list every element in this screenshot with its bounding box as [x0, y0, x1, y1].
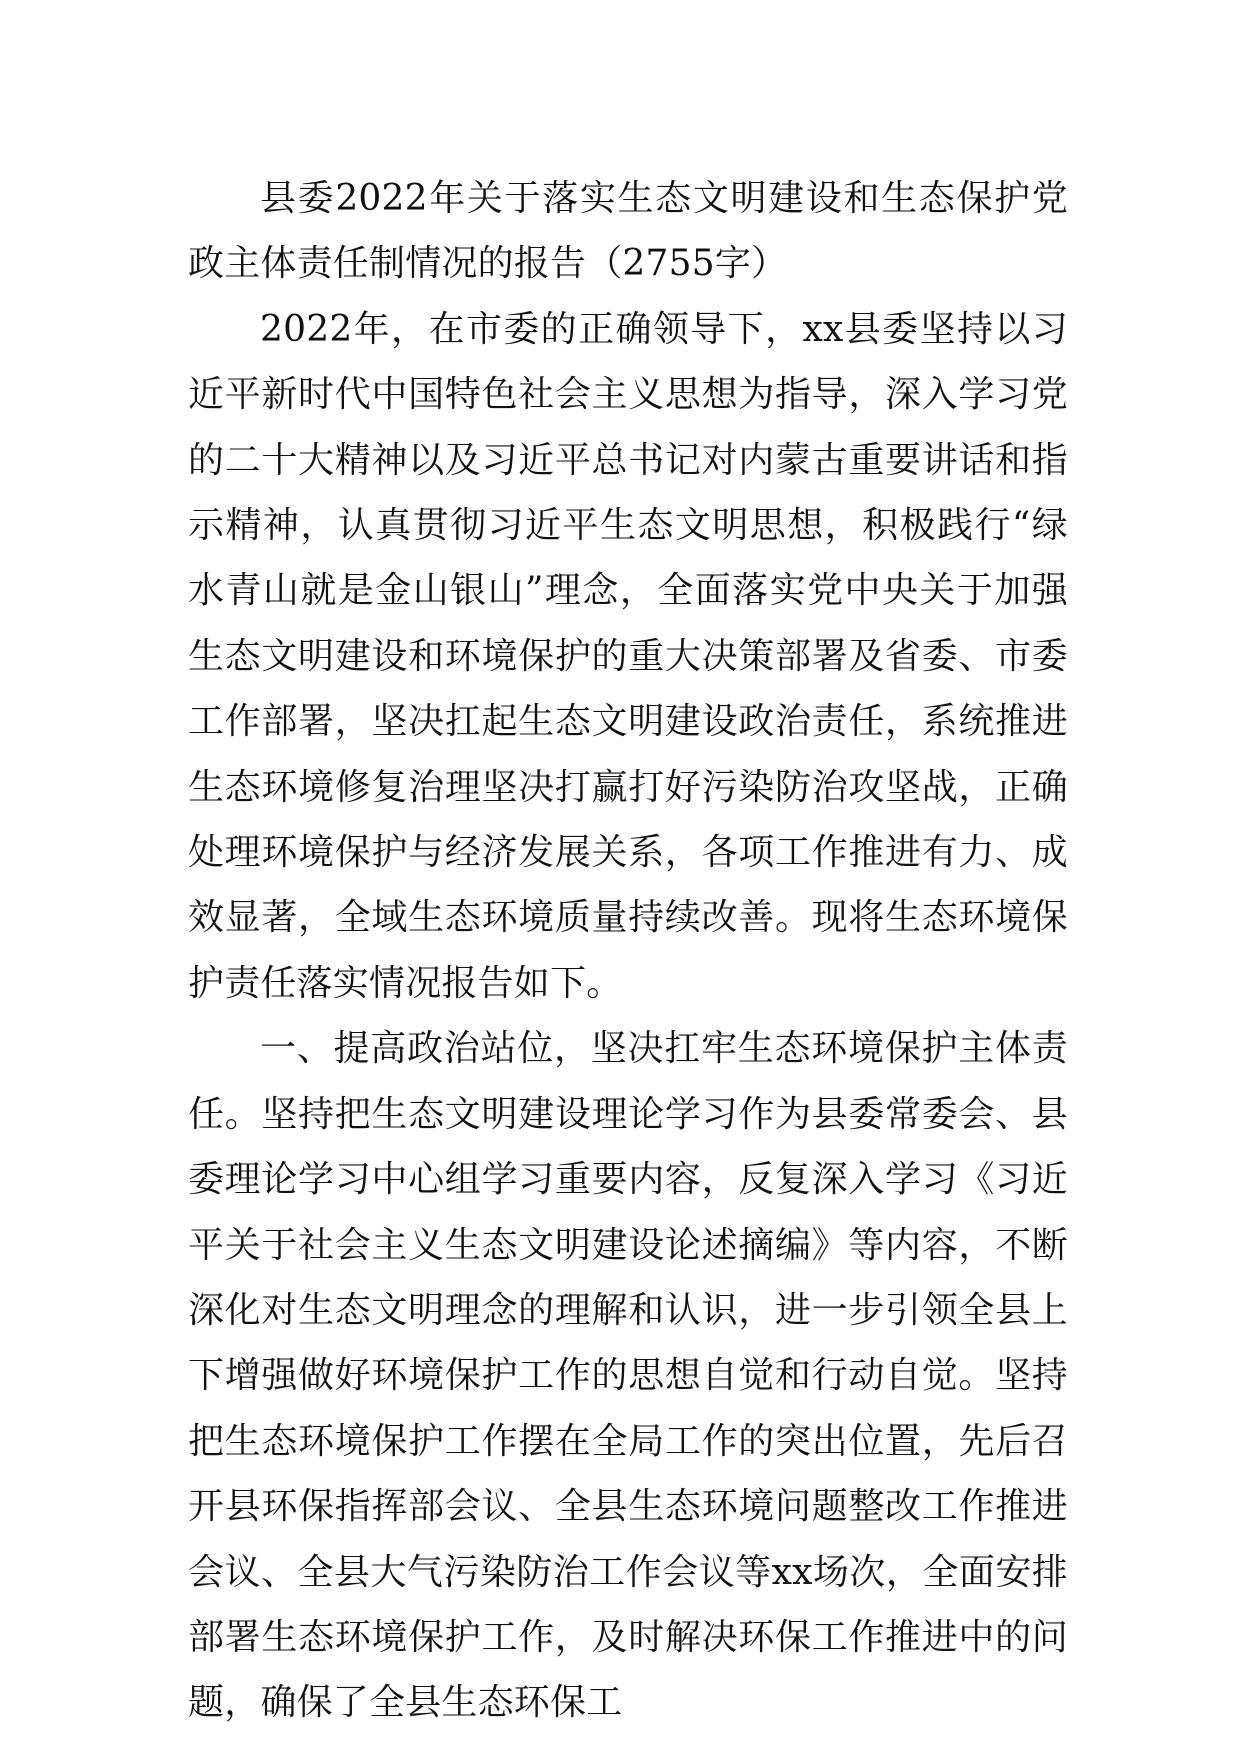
document-title: 县委2022年关于落实生态文明建设和生态保护党政主体责任制情况的报告（2755字）: [188, 178, 1068, 285]
paragraph-section-1: 一、提高政治站位，坚决扛牢生态环境保护主体责任。坚持把生态文明建设理论学习作为县委常委会、县委理论学习中心组学习重要内容，反复深入学习《习近平关于社会主义生态文明建设论述摘编》等内容，不断深化对生态文明理念的理解和认识，进一步引领全县上下增强做好环境保护工作的思想自觉和行动自觉。坚持把生态环境保护工作摆在全局工作的突出位置，先后召开县环保指挥部会议、全县生态环境问题整改工作推进会议、全县大气污染防治工作会议等xx场次，全面安排部署生态环境保护工作，及时解决环保工作推进中的问题，确保了全县生态环保工: [188, 1028, 1068, 1724]
paragraph-intro: 2022年，在市委的正确领导下，xx县委坚持以习近平新时代中国特色社会主义思想为指导，深入学习党的二十大精神以及习近平总书记对内蒙古重要讲话和指示精神，认真贯彻习近平生态文明思想，积极践行“绿水青山就是金山银山”理念，全面落实党中央关于加强生态文明建设和环境保护的重大决策部署及省委、市委工作部署，坚决扛起生态文明建设政治责任，系统推进生态环境修复治理坚决打赢打好污染防治攻坚战，正确处理环境保护与经济发展关系，各项工作推进有力、成效显著，全域生态环境质量持续改善。现将生态环境保护责任落实情况报告如下。: [188, 308, 1068, 1004]
document-page: [188, 166, 1068, 1736]
